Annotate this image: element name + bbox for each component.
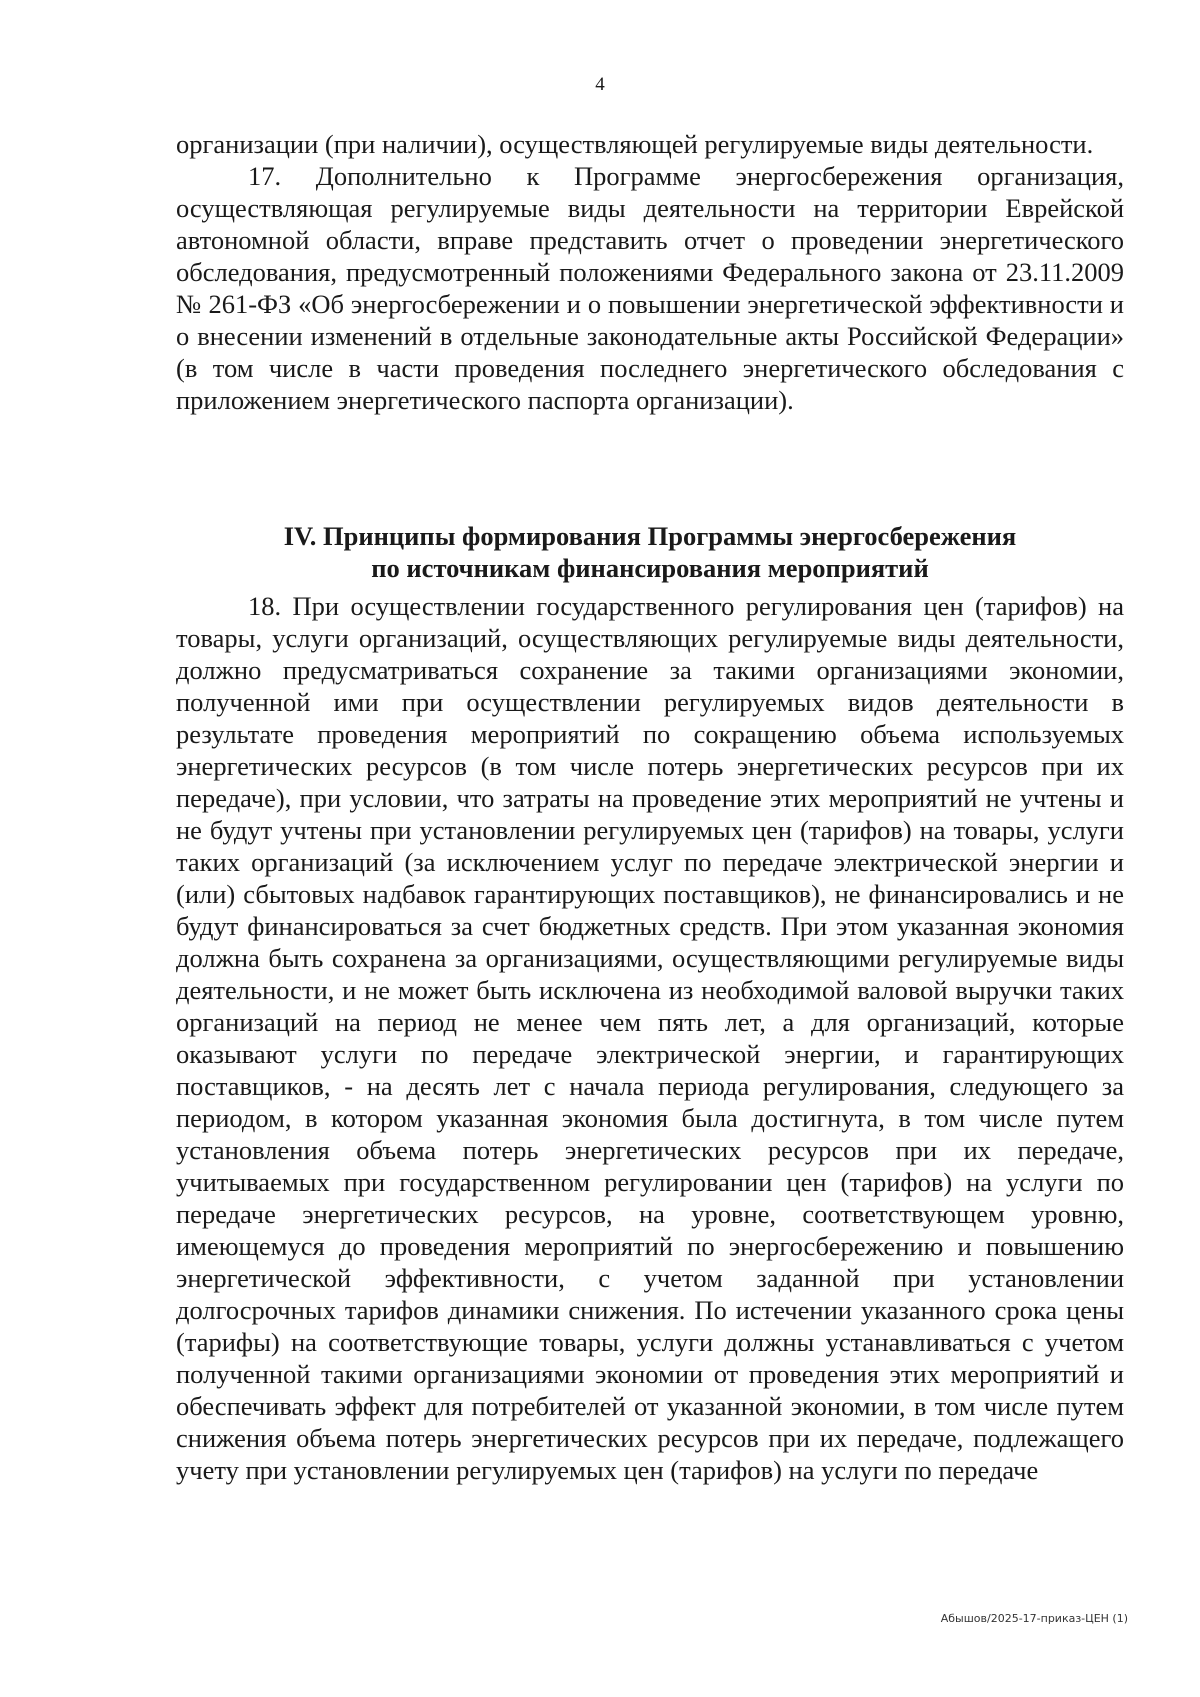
document-reference-footer: Абышов/2025-17-приказ-ЦЕН (1) xyxy=(940,1612,1128,1625)
paragraph-18: 18. При осуществлении государственного регулирования цен (тарифов) на товары, услуги организаций, осуществляющих регулируемые виды деятельности, должно предусматриваться сохранение за такими организациями экономии, полученной ими при осуществлении регулируемых видов деятельности в результате проведения мероприятий по сокращению объема используемых энергетических ресурсов (в том числе потерь энергетических ресурсов при их передаче), при условии, что затраты на проведение этих мероприятий не учтены и не будут учтены при установлении регулируемых цен (тарифов) на товары, услуги таких организаций (за исключением услуг по передаче электрической энергии и (или) сбытовых надбавок гарантирующих поставщиков), не финансировались и не будут финансироваться за счет бюджетных средств. При этом указанная экономия должна быть сохранена за организациями, осуществляющими регулируемые виды деятельности, и не может быть исключена из необходимой валовой выручки таких организаций на период не менее чем пять лет, а для организаций, которые оказывают услуги по передаче электрической энергии, и гарантирующих поставщиков, - на десять лет с начала периода регулирования, следующего за периодом, в котором указанная экономия была достигнута, в том числе путем установления объема потерь энергетических ресурсов при их передаче, учитываемых при государственном регулировании цен (тарифов) на услуги по передаче энергетических ресурсов, на уровне, соответствующем уровню, имеющемуся до проведения мероприятий по энергосбережению и повышению энергетической эффективности, с учетом заданной при установлении долгосрочных тарифов динамики снижения. По истечении указанного срока цены (тарифы) на соответствующие товары, услуги должны устанавливаться с учетом полученной такими организациями экономии от проведения этих мероприятий и обеспечивать эффект для потребителей от указанной экономии, в том числе путем снижения объема потерь энергетических ресурсов при их передаче, подлежащего учету при установлении регулируемых цен (тарифов) на услуги по передаче xyxy=(176,591,1124,1485)
paragraph-16-continuation: организации (при наличии), осуществляющей регулируемые виды деятельности. xyxy=(176,129,1094,159)
body-text-top xyxy=(176,128,1124,416)
paragraph-17: 17. Дополнительно к Программе энергосбережения организация, осуществляющая регулируемые виды деятельности на территории Еврейской автономной области, вправе представить отчет о проведении энергетического обследования, предусмотренный положениями Федерального закона от 23.11.2009 № 261-ФЗ «Об энергосбережении и о повышении энергетической эффективности и о внесении изменений в отдельные законодательные акты Российской Федерации» (в том числе в части проведения последнего энергетического обследования с приложением энергетического паспорта организации). xyxy=(176,161,1124,415)
body-text-bottom xyxy=(176,590,1124,1486)
section-heading xyxy=(176,520,1124,584)
section-heading-line-1: IV. Принципы формирования Программы энергосбережения xyxy=(283,521,1017,551)
section-heading-line-2: по источникам финансирования мероприятий xyxy=(371,553,929,583)
page-number: 4 xyxy=(595,74,605,95)
